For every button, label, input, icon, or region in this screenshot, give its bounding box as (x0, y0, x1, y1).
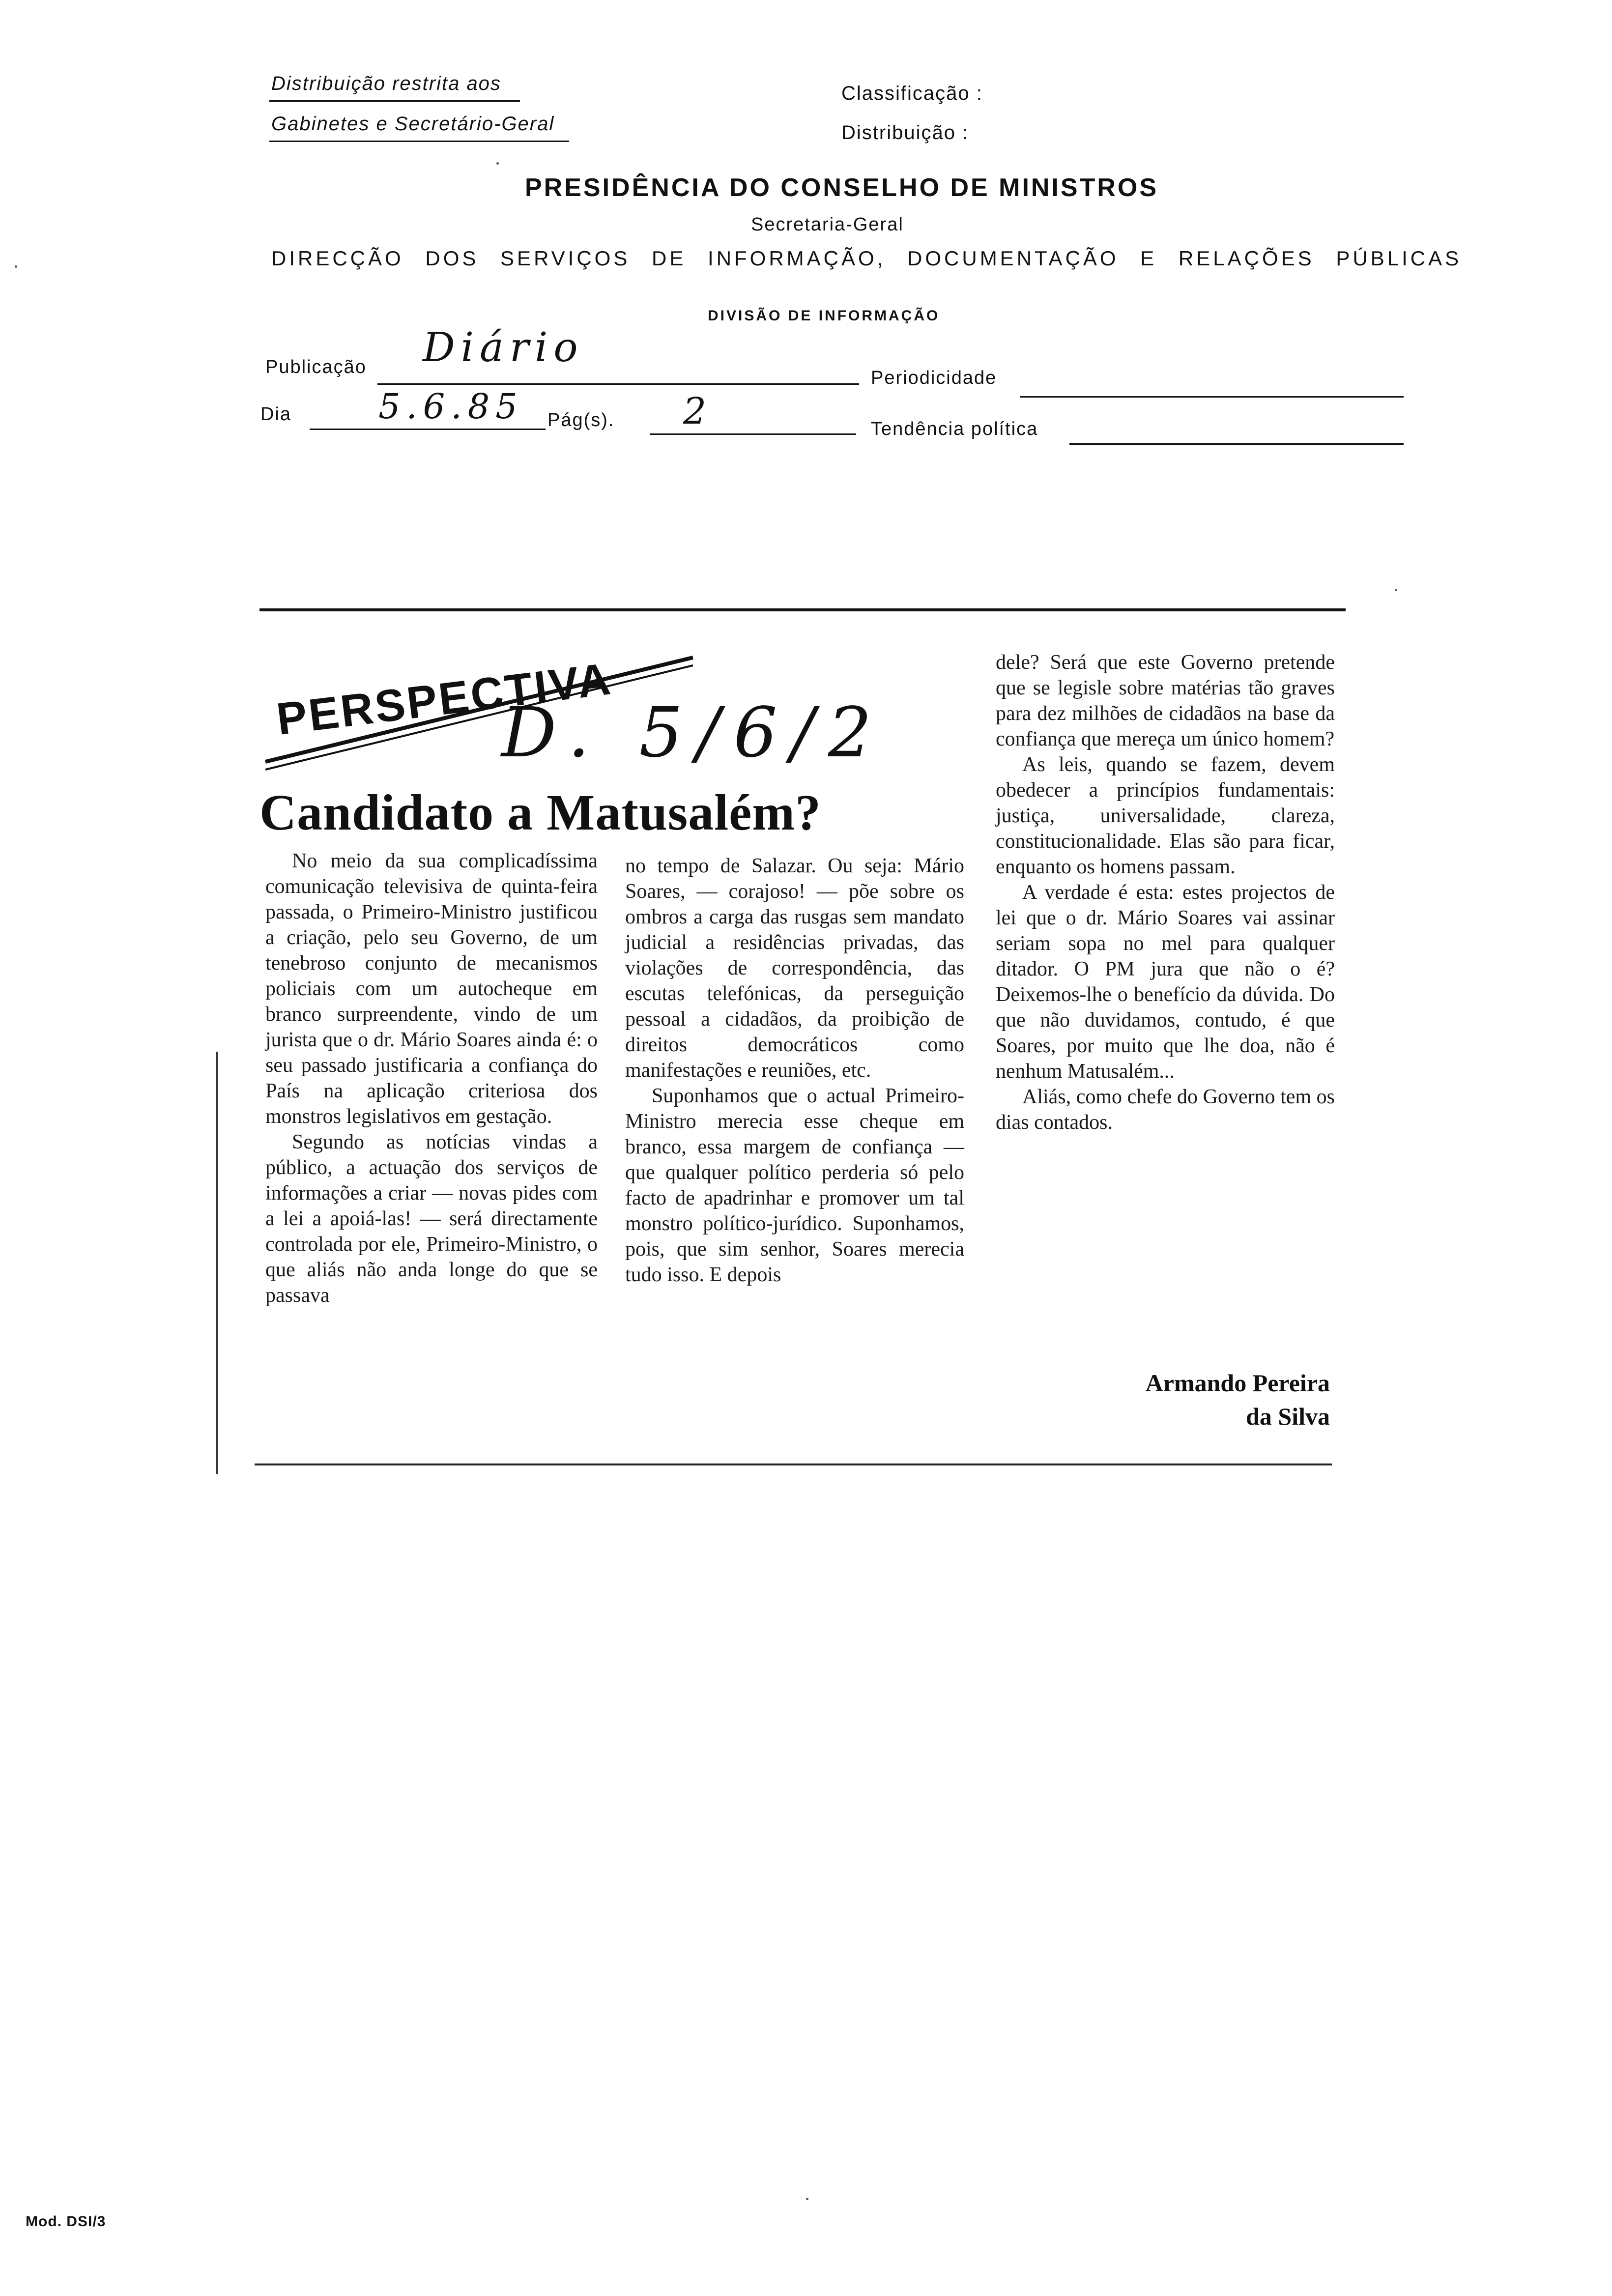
article-bottom-rule (255, 1464, 1332, 1465)
section-label: PERSPECTIVA (274, 654, 615, 745)
dia-label: Dia (260, 404, 292, 425)
paragraph: Segundo as notícias vindas a público, a actuação dos serviços de informações a criar — novas pides com a lei a apoiá-las! — será directamente controlada por ele, Primeiro-Ministro, o que aliás não anda longe do que se passava (265, 1131, 598, 1307)
dia-line (310, 429, 546, 430)
pags-label: Pág(s). (547, 410, 615, 430)
scan-speck (496, 162, 499, 165)
author-line-2: da Silva (1246, 1403, 1330, 1430)
publicacao-label: Publicação (265, 357, 367, 377)
article-top-rule (259, 608, 1346, 611)
scan-speck (806, 2198, 808, 2200)
scan-speck (15, 265, 17, 268)
pags-handwritten: 2 (683, 390, 713, 432)
paragraph: As leis, quando se fazem, devem obedecer a princípios fundamentais: justiça, universalidade, clareza, constitucionalidade. Elas são para ficar, enquanto os homens passam. (996, 753, 1335, 878)
tendencia-line (1069, 443, 1404, 445)
publicacao-line (377, 383, 859, 385)
model-code: Mod. DSI/3 (26, 2213, 106, 2230)
distribuicao-label: Distribuição : (841, 122, 969, 144)
directorate-line: DIRECÇÃO DOS SERVIÇOS DE INFORMAÇÃO, DOCUMENTAÇÃO E RELAÇÕES PÚBLICAS (271, 247, 1462, 270)
pags-line (650, 433, 856, 435)
tendencia-label: Tendência política (871, 419, 1038, 439)
dia-handwritten: 5.6.85 (378, 386, 523, 427)
restriction-underline-2 (269, 137, 569, 142)
paragraph: No meio da sua complicadíssima comunicação televisiva de quinta-feira passada, o Primeiro-Ministro justificou a criação, pelo seu Governo, de um tenebroso conjunto de mecanismos policiais com um autocheque em branco surpreendente, vindo de um jurista que o dr. Mário Soares ainda é: o seu passado justificaria a confiança do País na aplicação criteriosa dos monstros legislativos em gestação. (265, 850, 598, 1128)
publicacao-handwritten: Diário (423, 324, 584, 371)
article-column-1 (265, 848, 598, 1308)
margin-marker (216, 1052, 218, 1474)
periodicidade-label: Periodicidade (871, 368, 997, 388)
paragraph: no tempo de Salazar. Ou seja: Mário Soares, — corajoso! — põe sobre os ombros a carga das rusgas sem mandato judicial a residências privadas, das violações de correspondência, das escutas telefónicas, da perseguição pessoal a cidadãos, da proibição de direitos democráticos como manifestações e reuniões, etc. (625, 855, 964, 1082)
article-headline: Candidato a Matusalém? (259, 784, 821, 841)
handwritten-annotation: D. 5/6/2 (501, 693, 886, 773)
page-subtitle: Secretaria-Geral (751, 214, 904, 235)
paragraph: A verdade é esta: estes projectos de lei que o dr. Mário Soares vai assinar seriam sopa no mel para qualquer ditador. O PM jura que não o é? Deixemos-lhe o benefício da dúvida. Do que não duvidamos, contudo, é que Soares, por muito que lhe doa, não é nenhum Matusalém... (996, 881, 1335, 1083)
author-byline (1012, 1366, 1330, 1433)
paragraph: Aliás, como chefe do Governo tem os dias contados. (996, 1086, 1335, 1134)
author-line-1: Armando Pereira (1145, 1369, 1330, 1397)
division-line: DIVISÃO DE INFORMAÇÃO (708, 308, 940, 324)
page-title: PRESIDÊNCIA DO CONSELHO DE MINISTROS (525, 173, 1159, 202)
paragraph: Suponhamos que o actual Primeiro-Ministro merecia esse cheque em branco, essa margem de confiança — que qualquer político perderia só pelo facto de apadrinhar e promover um tal monstro político-jurídico. Suponhamos, pois, que sim senhor, Soares merecia tudo isso. E depois (625, 1085, 964, 1286)
article-column-3 (996, 650, 1335, 1135)
periodicidade-line (1020, 396, 1404, 398)
paragraph: dele? Será que este Governo pretende que se legisle sobre matérias tão graves para dez milhões de cidadãos na base da confiança que mereça um único homem? (996, 651, 1335, 750)
classificacao-label: Classificação : (841, 83, 983, 104)
restriction-line-2: Gabinetes e Secretário-Geral (271, 113, 555, 135)
scan-speck (1395, 589, 1397, 591)
restriction-underline-1 (269, 96, 520, 102)
restriction-line-1: Distribuição restrita aos (271, 73, 501, 94)
article-column-2 (625, 853, 964, 1288)
